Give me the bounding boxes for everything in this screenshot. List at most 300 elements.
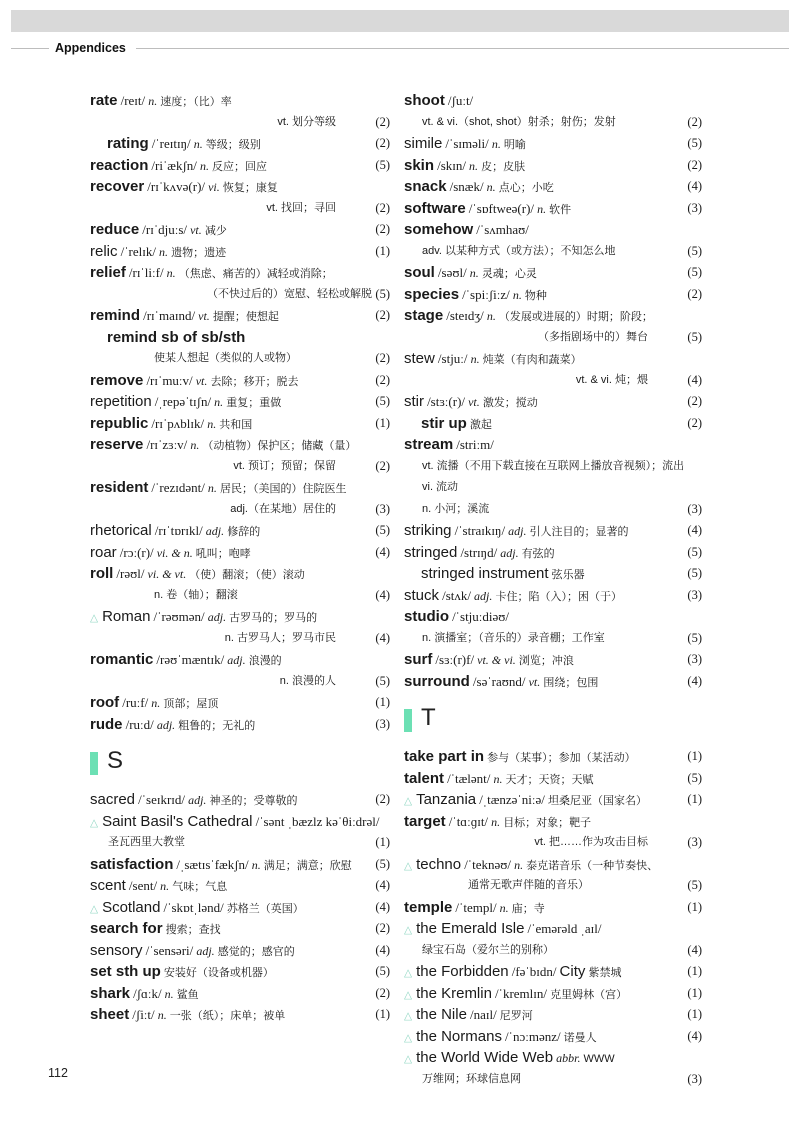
headword: roof <box>90 694 120 711</box>
part-of-speech: vt. <box>528 674 541 689</box>
unit-reference: (5) <box>375 394 390 408</box>
entry-line <box>90 542 390 564</box>
definition-text: 尼罗河 <box>499 1010 533 1022</box>
letter-accent-bar <box>404 709 412 732</box>
unit-reference: (2) <box>687 415 702 430</box>
definition-text: 浪漫的 <box>248 655 282 667</box>
entry-line <box>404 90 702 112</box>
glossary-entry <box>404 649 702 671</box>
unit-reference: (2) <box>687 394 702 408</box>
letter-section-heading <box>404 700 702 740</box>
letter-section-heading <box>90 743 390 783</box>
headword: romantic <box>90 651 154 668</box>
part-of-speech: n. <box>159 244 169 259</box>
phonetic: /ˈemərəld ˌaɪl/ <box>527 921 602 936</box>
entry-line <box>404 262 702 284</box>
entry-line <box>90 434 390 456</box>
part-of-speech: n. <box>470 352 480 366</box>
part-of-speech: adj. <box>205 524 225 538</box>
phonetic: /ʃɑːk/ <box>133 985 162 1001</box>
letter-accent-bar <box>90 752 98 775</box>
headword: the World Wide Web <box>416 1049 554 1066</box>
unit-reference: (1) <box>375 1007 390 1021</box>
headword: somehow <box>404 221 474 238</box>
headword: the Kremlin <box>416 984 492 1002</box>
part-of-speech: n. <box>199 158 209 173</box>
entry-line <box>90 499 390 521</box>
unit-reference: (4) <box>687 1028 702 1043</box>
definition-text: 弦乐器 <box>551 569 585 581</box>
headword: shark <box>90 984 131 1002</box>
definition-text: 气味；气息 <box>172 881 228 893</box>
headword: stringed instrument <box>421 565 549 582</box>
unit-reference: (2) <box>375 308 390 322</box>
definition-text: 有弦的 <box>521 547 555 560</box>
phonetic: /ruːd/ <box>125 716 154 732</box>
headword: stew <box>404 350 435 367</box>
glossary-entry <box>90 155 390 177</box>
phonetic: /rɪˈkʌvə(r)/ <box>147 179 206 194</box>
definition-text: n. 浪漫的人 <box>279 674 336 687</box>
definition-text: 吼叫；咆哮 <box>195 547 251 560</box>
entry-line <box>90 854 390 876</box>
headword-continued: City <box>559 963 586 980</box>
entry-line <box>90 155 390 177</box>
phonetic: /ˌtænzəˈniːə/ <box>479 792 545 807</box>
glossary-entry <box>404 155 702 177</box>
definition-text: 天才；天资；天赋 <box>505 773 594 786</box>
glossary-entry <box>90 413 390 435</box>
unit-reference: (5) <box>687 630 702 645</box>
triangle-marker-icon: △ <box>90 816 99 829</box>
definition-text: 提醒；使想起 <box>212 311 279 323</box>
headword: striking <box>404 522 452 539</box>
headword: the Nile <box>416 1006 467 1023</box>
headword: sheet <box>90 1006 130 1023</box>
phonetic: /strɪŋd/ <box>460 544 498 560</box>
entry-line <box>90 413 390 435</box>
entry-line <box>404 198 702 220</box>
unit-reference: (5) <box>375 157 390 172</box>
page-number: 112 <box>48 1066 68 1080</box>
entry-line <box>90 897 390 919</box>
phonetic: /rɪˈmuːv/ <box>146 372 193 388</box>
triangle-marker-icon: △ <box>90 902 99 915</box>
definition-text: 古罗马的；罗马的 <box>229 612 318 624</box>
unit-reference: (5) <box>687 566 702 580</box>
phonetic: /ˌsætɪsˈfækʃn/ <box>176 856 249 872</box>
entry-line <box>404 1026 702 1048</box>
unit-reference: (2) <box>375 792 390 806</box>
headword: shoot <box>404 92 445 109</box>
entry-line <box>404 606 702 628</box>
headword: the Emerald Isle <box>416 920 525 937</box>
definition-text: （动植物）保护区；储藏（量） <box>202 440 357 452</box>
headword: reserve <box>90 436 144 453</box>
definition-text: 点心；小吃 <box>498 182 554 194</box>
headword: reduce <box>90 221 140 238</box>
unit-reference: (5) <box>375 964 390 978</box>
definition-text: 诺曼人 <box>563 1031 597 1044</box>
part-of-speech: adj. <box>474 588 493 603</box>
definition-text: 炖菜（有肉和蔬菜） <box>482 354 582 366</box>
entry-line <box>90 671 390 693</box>
entry-line <box>90 176 390 198</box>
unit-reference: (5) <box>375 673 390 688</box>
phonetic: /stʌk/ <box>442 587 471 603</box>
part-of-speech: n. <box>207 416 217 431</box>
glossary-entry <box>90 897 390 919</box>
phonetic: /stjuː/ <box>437 351 468 366</box>
definition-text: vt. & vi.（shot, shot）射杀；射伤；发射 <box>422 115 616 128</box>
entry-line <box>90 520 390 542</box>
definition-text: （发展或进展的）时期；阶段； <box>498 311 653 323</box>
phonetic: /reɪt/ <box>120 93 146 108</box>
phonetic: /rəʊl/ <box>116 566 145 581</box>
definition-text: 安装好（设备或机器） <box>163 967 274 979</box>
headword: stir up <box>421 414 467 432</box>
headword: rhetorical <box>90 522 152 539</box>
section-heading: Appendices <box>55 41 126 55</box>
part-of-speech: adj. <box>227 653 246 667</box>
part-of-speech: vt. <box>195 373 208 388</box>
headword: remind <box>90 307 141 324</box>
glossary-entry <box>90 649 390 692</box>
phonetic: /fəˈbɪdn/ <box>511 964 557 979</box>
headword: surround <box>404 672 470 690</box>
glossary-entry <box>404 746 702 768</box>
part-of-speech: adj. <box>207 610 227 624</box>
headword: snack <box>404 178 447 195</box>
definition-text: 软件 <box>549 203 572 216</box>
unit-reference: (5) <box>687 544 702 559</box>
entry-line <box>90 305 390 327</box>
definition-text: 紫禁城 <box>588 967 622 979</box>
headword: stage <box>404 307 444 324</box>
unit-reference: (4) <box>687 523 702 537</box>
entry-line <box>90 563 390 585</box>
glossary-entry <box>404 520 702 542</box>
triangle-marker-icon: △ <box>404 795 413 807</box>
entry-line <box>90 940 390 962</box>
entry-line <box>404 768 702 790</box>
phonetic: /ˈteknəʊ/ <box>464 856 512 872</box>
entry-line <box>404 542 702 564</box>
unit-reference: (2) <box>375 985 390 1000</box>
headword: scent <box>90 877 126 894</box>
unit-reference: (3) <box>687 200 702 215</box>
part-of-speech: n. <box>493 771 503 786</box>
part-of-speech: n. <box>160 879 170 893</box>
unit-reference: (1) <box>687 1007 702 1021</box>
entry-line <box>404 176 702 198</box>
triangle-marker-icon: △ <box>404 859 413 872</box>
unit-reference: (1) <box>375 835 390 849</box>
definition-text: （不快过后的）宽慰、轻松或解脱 <box>207 287 372 300</box>
unit-reference: (4) <box>375 878 390 892</box>
glossary-column-left <box>90 90 390 1026</box>
unit-reference: (2) <box>687 157 702 172</box>
unit-reference: (5) <box>375 523 390 537</box>
entry-line <box>90 649 390 671</box>
glossary-entry <box>404 305 702 348</box>
phonetic: /səˈraʊnd/ <box>472 673 526 689</box>
glossary-entry <box>404 284 702 306</box>
headword: simile <box>404 135 443 152</box>
unit-reference: (2) <box>375 114 390 129</box>
glossary-entry <box>404 811 702 854</box>
glossary-entry <box>404 897 702 919</box>
unit-reference: (2) <box>375 458 390 473</box>
phonetic: /ˈskɒtˌlənd/ <box>163 899 224 915</box>
unit-reference: (2) <box>375 136 390 150</box>
glossary-entry <box>90 391 390 413</box>
headword: software <box>404 199 466 217</box>
entry-line <box>404 1069 702 1091</box>
phonetic: /snæk/ <box>449 179 484 194</box>
headword: relief <box>90 264 126 281</box>
unit-reference: (5) <box>687 878 702 892</box>
entry-line <box>90 327 390 349</box>
part-of-speech: n. <box>514 857 524 872</box>
definition-text: vi. 流动 <box>422 481 459 493</box>
glossary-entry <box>404 434 702 520</box>
part-of-speech: vi. & n. <box>156 545 193 560</box>
part-of-speech: n. <box>148 94 158 108</box>
glossary-entry <box>90 789 390 811</box>
phonetic: /sɜː(r)f/ <box>435 652 475 667</box>
part-of-speech: n. <box>164 986 174 1001</box>
definition-text: vt. 把……作为攻击目标 <box>534 836 648 848</box>
headword: skin <box>404 156 435 174</box>
unit-reference: (1) <box>687 899 702 914</box>
definition-text: vt. 划分等级 <box>277 115 336 128</box>
definition-text: 遗物；遗迹 <box>171 246 227 259</box>
glossary-entry <box>90 520 390 542</box>
entry-line <box>404 391 702 413</box>
unit-reference: (4) <box>375 630 390 645</box>
phonetic: /rɪˈpʌblɪk/ <box>151 415 205 431</box>
unit-reference: (4) <box>375 942 390 957</box>
letter-label: S <box>107 747 124 774</box>
unit-reference: (5) <box>687 136 702 150</box>
entry-line <box>404 477 702 499</box>
definition-text: 参与（某事）；参加（某活动） <box>487 752 636 764</box>
glossary-entry <box>90 133 390 155</box>
glossary-entry <box>90 854 390 876</box>
part-of-speech: n. <box>251 857 261 872</box>
glossary-entry <box>90 606 390 649</box>
glossary-entry <box>90 370 390 392</box>
glossary-entry <box>90 219 390 241</box>
definition-text: 明喻 <box>503 139 526 151</box>
phonetic: /ˈseɪkrɪd/ <box>138 792 186 807</box>
glossary-entry <box>404 219 702 262</box>
headword: stream <box>404 436 454 453</box>
unit-reference: (2) <box>687 114 702 129</box>
top-band <box>11 10 789 32</box>
unit-reference: (2) <box>375 351 390 365</box>
headword: Tanzania <box>416 791 477 808</box>
unit-reference: (2) <box>375 372 390 387</box>
definition-text: 感觉的；感官的 <box>217 945 295 958</box>
definition-text: 修辞的 <box>227 526 261 538</box>
entry-line <box>404 940 702 962</box>
definition-text: 物种 <box>524 289 547 302</box>
unit-reference: (3) <box>687 652 702 666</box>
entry-line <box>90 133 390 155</box>
headword: rude <box>90 715 123 733</box>
definition-text: 搜索；查找 <box>165 924 221 936</box>
part-of-speech: n. <box>537 201 547 216</box>
phonetic: /rɔː(r)/ <box>119 544 154 560</box>
definition-text: 庙；寺 <box>511 902 545 915</box>
headword: stringed <box>404 543 458 561</box>
unit-reference: (3) <box>687 587 702 602</box>
entry-line <box>90 348 390 370</box>
entry-line <box>404 746 702 768</box>
entry-line <box>404 370 702 392</box>
unit-reference: (1) <box>687 792 702 806</box>
part-of-speech: n. <box>512 287 522 302</box>
entry-line <box>404 628 702 650</box>
definition-text: 顶部；屋顶 <box>163 698 219 710</box>
glossary-entry <box>404 262 702 284</box>
glossary-entry <box>90 875 390 897</box>
entry-line <box>90 875 390 897</box>
phonetic: /ˈtɑːɡɪt/ <box>448 813 489 829</box>
phonetic: /stɜː(r)/ <box>427 394 466 409</box>
unit-reference: (1) <box>687 964 702 978</box>
glossary-entry <box>90 241 390 263</box>
part-of-speech: n. <box>157 1008 167 1022</box>
entry-line <box>90 219 390 241</box>
headword: temple <box>404 898 453 916</box>
unit-reference: (4) <box>375 544 390 559</box>
glossary-entry <box>90 1004 390 1026</box>
glossary-entry <box>90 434 390 477</box>
entry-line <box>404 563 702 585</box>
unit-reference: (4) <box>687 673 702 688</box>
headword: target <box>404 812 446 830</box>
entry-line <box>404 219 702 241</box>
part-of-speech: n. <box>151 696 161 710</box>
phonetic: /naɪl/ <box>470 1007 497 1022</box>
headword: satisfaction <box>90 855 174 873</box>
entry-line <box>404 832 702 854</box>
glossary-entry <box>90 305 390 327</box>
unit-reference: (3) <box>687 835 702 849</box>
entry-line <box>404 1004 702 1026</box>
part-of-speech: n. <box>214 395 224 409</box>
entry-line <box>404 671 702 693</box>
part-of-speech: vt. <box>468 395 480 409</box>
entry-line <box>90 90 390 112</box>
definition-text: 满足；满意；欣慰 <box>263 859 352 872</box>
phonetic: /ˈtælənt/ <box>447 770 491 786</box>
definition-text: 万维网；环球信息网 <box>422 1072 521 1085</box>
phonetic: /rɪˈmaɪnd/ <box>143 308 196 323</box>
headword: surf <box>404 651 433 668</box>
unit-reference: (5) <box>687 243 702 258</box>
glossary-entry <box>404 413 702 435</box>
entry-line <box>90 477 390 499</box>
phonetic: /ˈkremlɪn/ <box>495 985 548 1001</box>
entry-line <box>90 692 390 714</box>
phonetic: /skɪn/ <box>437 157 466 173</box>
part-of-speech: n. <box>166 266 176 280</box>
entry-line <box>404 1047 702 1069</box>
headword: Saint Basil's Cathedral <box>102 812 253 830</box>
entry-line <box>90 112 390 134</box>
glossary-entry <box>90 918 390 940</box>
part-of-speech: vt. & vi. <box>477 653 516 667</box>
part-of-speech: vt. <box>190 223 202 237</box>
entry-line <box>90 241 390 263</box>
entry-line <box>90 284 390 306</box>
entry-line <box>404 133 702 155</box>
headword: soul <box>404 264 435 281</box>
part-of-speech: vt. <box>198 309 210 323</box>
headword: rate <box>90 92 118 109</box>
definition-text: n. 演播室；（音乐的）录音棚；工作室 <box>422 631 605 644</box>
glossary-entry <box>404 542 702 564</box>
phonetic: /rɪˈzɜːv/ <box>146 437 188 452</box>
triangle-marker-icon: △ <box>90 612 99 624</box>
headword: studio <box>404 608 449 625</box>
header-rule-left <box>11 48 49 49</box>
headword: take part in <box>404 748 485 765</box>
entry-line <box>90 606 390 628</box>
glossary-entry <box>404 918 702 961</box>
definition-text: 绿宝石岛（爱尔兰的别称） <box>422 943 554 956</box>
headword: remind sb of sb/sth <box>107 328 246 346</box>
phonetic: /rəʊˈmæntɪk/ <box>156 652 225 667</box>
entry-line <box>90 961 390 983</box>
headword: search for <box>90 920 163 937</box>
headword: remove <box>90 371 144 389</box>
definition-text: n. 小河；溪流 <box>422 502 490 515</box>
definition-text: 克里姆林（宫） <box>550 988 628 1001</box>
entry-line <box>404 241 702 263</box>
glossary-entry <box>90 983 390 1005</box>
definition-text: n. 卷（轴）；翻滚 <box>154 588 238 601</box>
part-of-speech: n. <box>469 266 479 280</box>
unit-reference: (4) <box>687 372 702 387</box>
entry-line <box>404 327 702 349</box>
headword: rating <box>107 135 149 152</box>
glossary-entry <box>90 327 390 370</box>
definition-text: 苏格兰（英国） <box>226 902 304 915</box>
entry-line <box>90 628 390 650</box>
triangle-marker-icon: △ <box>404 1053 413 1065</box>
entry-line <box>404 520 702 542</box>
headword: talent <box>404 769 445 787</box>
headword: republic <box>90 414 149 432</box>
definition-text: （多指剧场中的）舞台 <box>538 330 648 343</box>
headword: sensory <box>90 941 143 959</box>
phonetic: /ˈsʌmhaʊ/ <box>476 222 529 237</box>
definition-text: （使）翻滚；（使）滚动 <box>189 569 305 581</box>
letter-label: T <box>421 704 436 731</box>
glossary-entry <box>90 714 390 736</box>
part-of-speech: vi. & vt. <box>147 567 187 581</box>
definition-text: 减少 <box>204 225 227 237</box>
unit-reference: (2) <box>375 921 390 935</box>
entry-line <box>90 714 390 736</box>
part-of-speech: n. <box>486 309 496 323</box>
definition-text: 反应；回应 <box>212 160 268 173</box>
